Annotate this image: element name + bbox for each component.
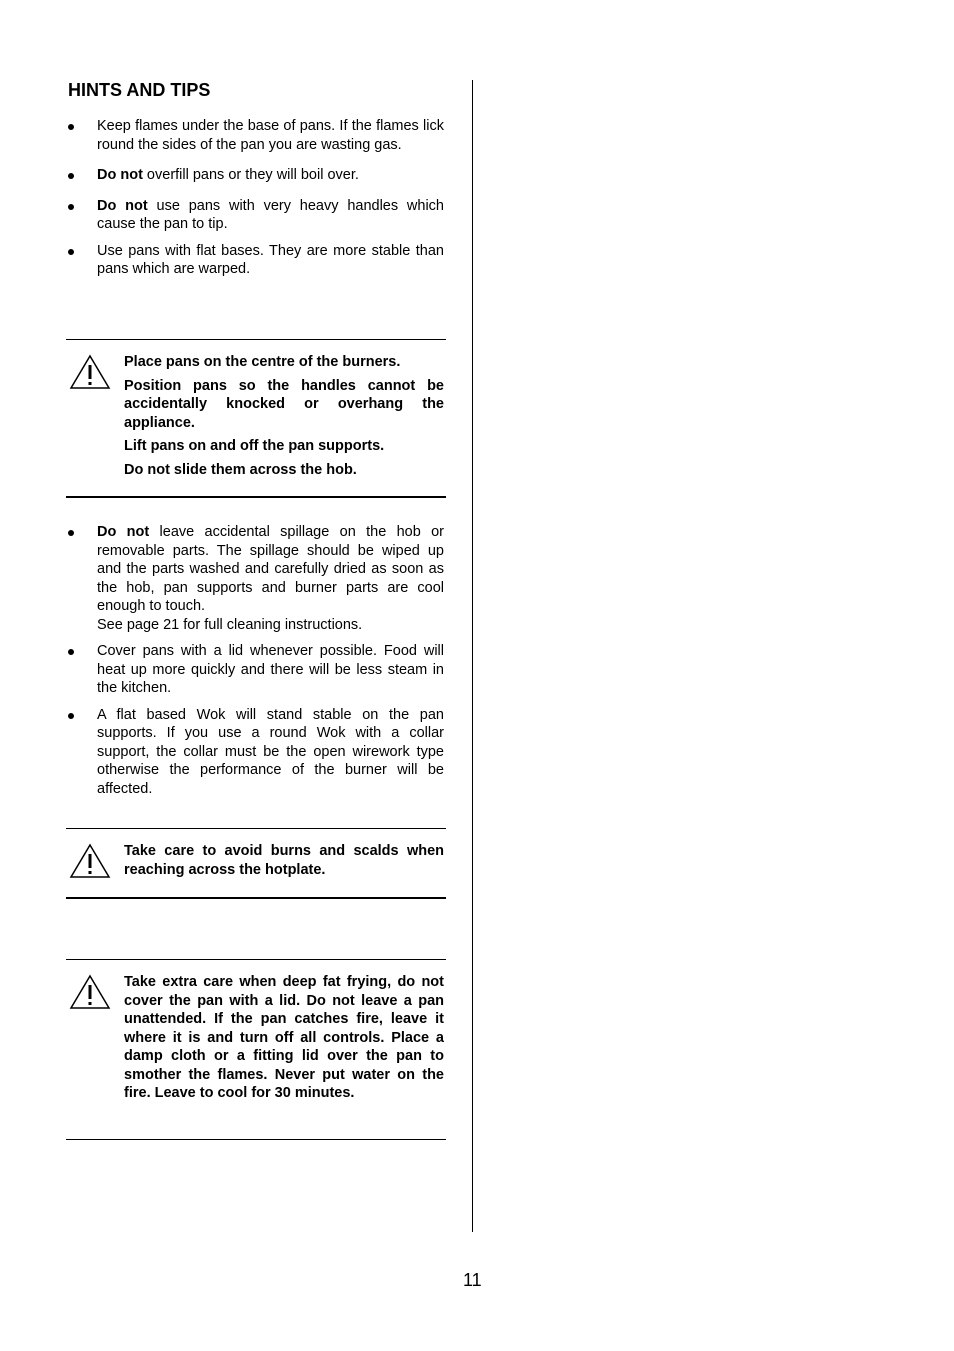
warning-triangle-icon [69, 974, 111, 1010]
bullet-icon [68, 173, 74, 179]
bullet-icon [68, 713, 74, 719]
page-number: 11 [463, 1270, 482, 1290]
warning-text: Take care to avoid burns and scalds when reaching across the hotplate. [124, 843, 444, 878]
tips-list-top [66, 117, 444, 279]
bullet-icon [68, 204, 74, 210]
warning-triangle-icon [69, 843, 111, 879]
list-item: Cover pans with a lid whenever possible. Food will heat up more quickly and there will be less steam in the kitchen. [66, 642, 444, 698]
warning-triangle-icon [69, 354, 111, 390]
column-divider [472, 80, 473, 1232]
warning-text: Place pans on the centre of the burners. Position pans so the handles cannot be accidentally knocked or overhang the appliance. Lift pans on and off the pan supports. Do not slide them across the hob. [124, 354, 444, 478]
section-heading: HINTS AND TIPS [68, 80, 211, 100]
list-item: A flat based Wok will stand stable on the pan supports. If you use a round Wok with a collar support, the collar must be the open wirework type otherwise the performance of the burner will be affected. [66, 706, 444, 799]
tips-list-middle [66, 523, 444, 798]
list-item: Keep flames under the base of pans. If the flames lick round the sides of the pan you are wasting gas. [66, 117, 444, 154]
warning-text: Take extra care when deep fat frying, do not cover the pan with a lid. Do not leave a pan unattended. If the pan catches fire, leave it where it is and turn off all controls. Place a damp cloth or a fitting lid over the pan to smother the flames. Never put water on the fire. Leave to cool for 30 minutes. [124, 974, 444, 1101]
list-item: Do not use pans with very heavy handles which cause the pan to tip. [66, 197, 444, 234]
list-item: Do not overfill pans or they will boil over. [66, 166, 444, 185]
bullet-icon [68, 530, 74, 536]
bullet-icon [68, 124, 74, 130]
list-item: Do not leave accidental spillage on the hob or removable parts. The spillage should be wiped up and the parts washed and carefully dried as soon as the hob, pan supports and burner parts are cool enough to touch. See page 21 for full cleaning instructions. [66, 523, 444, 634]
warning-box-burns [66, 828, 446, 899]
bullet-icon [68, 649, 74, 655]
list-item: Use pans with flat bases. They are more stable than pans which are warped. [66, 242, 444, 279]
warning-box-pans [66, 339, 446, 498]
bullet-icon [68, 249, 74, 255]
warning-box-frying [66, 959, 446, 1140]
